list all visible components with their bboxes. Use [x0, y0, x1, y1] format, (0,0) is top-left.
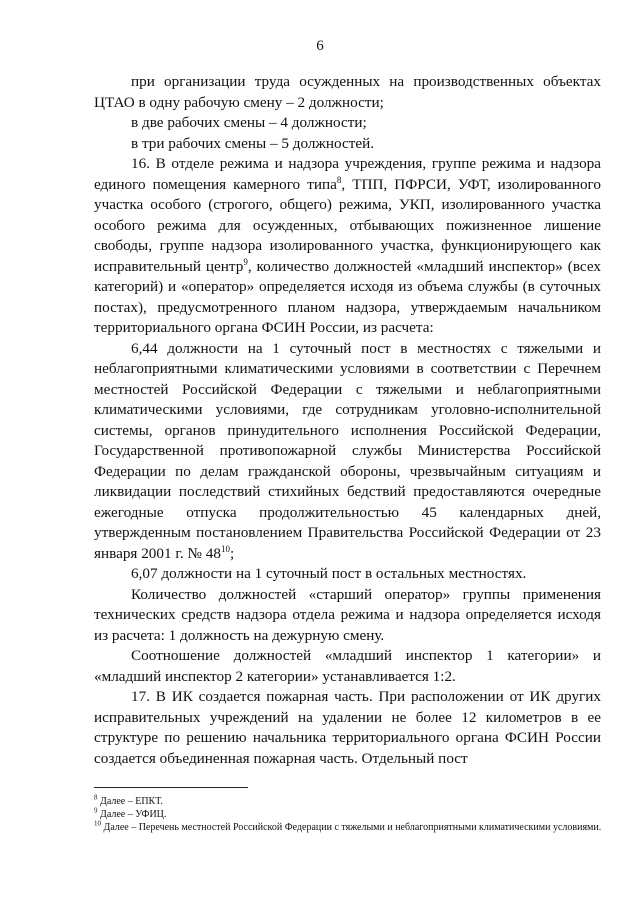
- positions-6-44-text: 6,44 должности на 1 суточный пост в местностях с тяжелыми и неблагоприятными климатическими условиями в соответствии с Перечнем местностей Российской Федерации с тяжелыми и неблагоприятными климатическими условиями, где сотрудникам уголовно-исполнительной системы, органов принудительного исполнения Российской Федерации, Государственной противопожарной службы Министерства Российской Федерации по делам гражданской обороны, чрезвычайным ситуациям и ликвидации последствий стихийных бедствий предоставляются очередные ежегодные отпуска продолжительностью 45 календарных дней, утвержденным постановлением Правительства Российской Федерации от 23 января 2001 г. № 48: [94, 339, 601, 562]
- footnote-number: 10: [94, 819, 101, 828]
- positions-6-44-end: ;: [229, 544, 235, 562]
- footnote-9: [94, 808, 602, 821]
- page-number: 6: [316, 38, 324, 54]
- paragraph-ctao-one-shift: при организации труда осужденных на производственных объектах ЦТАО в одну рабочую смену – 2 должности;: [94, 73, 601, 111]
- section-16-text-end: , количество должностей «младший инспектор» (всех категорий) и «оператор» определяется исходя из объема службы (в суточных постах), предусмотренного планом надзора, утверждаемым начальником территориального органа ФСИН России, из расчета:: [94, 257, 601, 336]
- paragraph-section-17: 17. В ИК создается пожарная часть. При расположении от ИК других исправительных учреждений на удалении не более 12 километров в ее структуре по решению начальника территориального органа ФСИН России создается объединенная пожарная часть. Отдельный пост: [94, 688, 601, 767]
- footnote-number: 8: [94, 793, 98, 802]
- paragraph-three-shifts: в три рабочих смены – 5 должностей.: [131, 134, 375, 152]
- footnote-8: [94, 795, 602, 808]
- footnote-10: [94, 821, 602, 834]
- main-text: [94, 72, 601, 769]
- paragraph-two-shifts: в две рабочих смены – 4 должности;: [131, 114, 367, 131]
- paragraph-senior-operator: Количество должностей «старший оператор» группы применения технических средств надзора отдела режима и надзора определяется исходя из расчета: 1 должность на дежурную смену.: [94, 585, 601, 644]
- footnote-text: Далее – УФИЦ.: [100, 809, 167, 820]
- footnote-ref-8: 8: [336, 174, 342, 185]
- footnote-ref-9: 9: [243, 256, 248, 267]
- footnote-ref-10: 10: [220, 543, 230, 554]
- footnote-text: Далее – ЕПКТ.: [100, 796, 163, 807]
- paragraph-inspector-ratio: Соотношение должностей «младший инспектор 1 категории» и «младший инспектор 2 категории» устанавливается 1:2.: [94, 647, 601, 685]
- section-16-text-start: 16. В отделе режима и надзора учреждения, группе режима и надзора единого помещения камерного типа: [94, 155, 601, 193]
- footnotes: [94, 795, 602, 834]
- paragraph-6-44-positions: [94, 339, 601, 565]
- section-16-text-middle: , ТПП, ПФРСИ, УФТ, изолированного участка особого (строгого, общего) режима, УКП, изолированного участка особого режима для осужденных, отбывающих пожизненное лишение свободы, группе надзора изолированного участка, функционирующего как исправительный центр: [94, 175, 602, 275]
- paragraph-6-07-positions: 6,07 должности на 1 суточный пост в остальных местностях.: [131, 565, 527, 582]
- footnote-divider: [94, 787, 248, 788]
- footnote-number: 9: [94, 806, 98, 815]
- footnote-text: Далее – Перечень местностей Российской Федерации с тяжелыми и неблагоприятными климатическими условиями.: [103, 822, 602, 833]
- paragraph-section-16: [94, 154, 601, 339]
